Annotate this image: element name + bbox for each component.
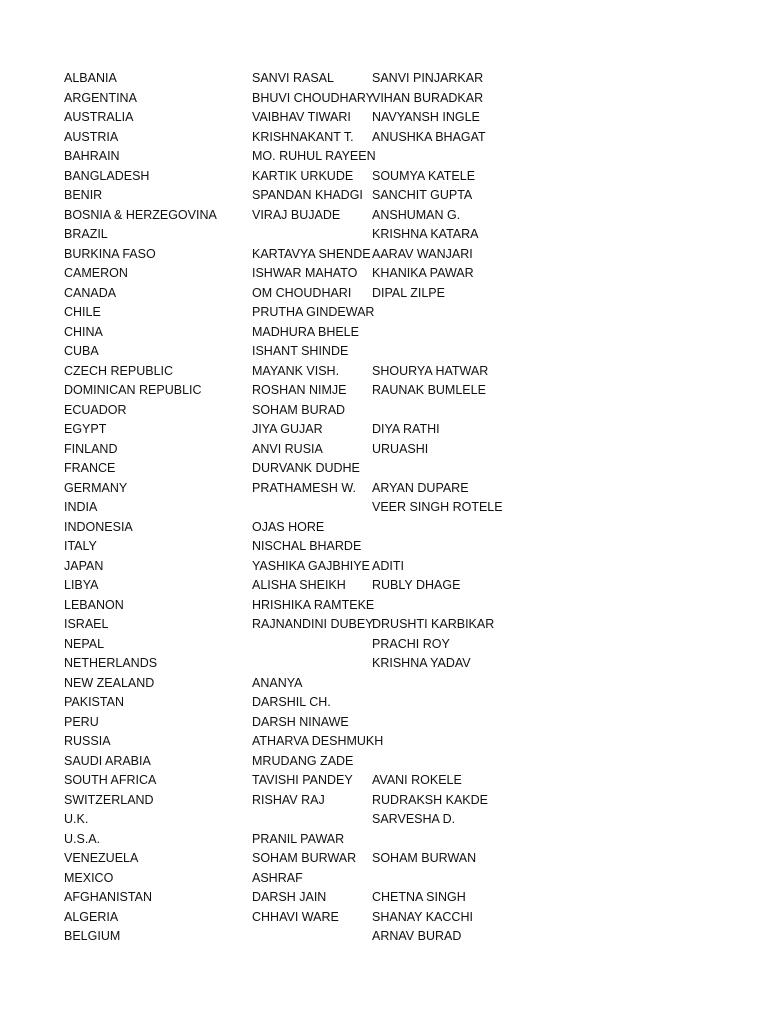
student-name-cell	[372, 459, 512, 479]
country-cell: BELGIUM	[64, 929, 121, 943]
student-name-cell	[372, 303, 512, 323]
student-name-cell	[252, 927, 369, 947]
table-row	[64, 596, 504, 616]
student-name-cell: KRISHNA YADAV	[372, 656, 471, 670]
student-name-cell: VAIBHAV TIWARI	[252, 110, 351, 124]
student-name-cell: URUASHI	[372, 441, 429, 456]
country-cell: CHILE	[64, 305, 101, 319]
country-cell: BURKINA FASO	[64, 246, 156, 261]
student-name-cell	[372, 674, 512, 694]
table-row	[64, 830, 504, 850]
table-row	[64, 654, 504, 674]
student-name-cell	[372, 752, 512, 772]
table-row	[64, 186, 504, 206]
student-name-cell: SARVESHA D.	[372, 812, 456, 826]
student-name-cell: MAYANK VISH.	[252, 363, 340, 378]
student-name-cell: SPANDAN KHADGI	[252, 188, 363, 202]
country-cell: BANGLADESH	[64, 168, 150, 183]
country-cell: NEW ZEALAND	[64, 675, 155, 690]
country-cell: RUSSIA	[64, 734, 111, 748]
table-row	[64, 615, 504, 635]
country-cell: VENEZUELA	[64, 851, 139, 865]
student-name-cell: DURVANK DUDHE	[252, 461, 360, 475]
student-name-cell: OJAS HORE	[252, 519, 325, 534]
student-name-cell: HRISHIKA RAMTEKE	[252, 597, 375, 612]
student-name-cell	[372, 693, 512, 713]
student-name-cell: SOHAM BURAD	[252, 402, 346, 417]
student-name-cell: ANVI RUSIA	[252, 441, 323, 456]
country-cell: CHINA	[64, 324, 103, 339]
country-cell: GERMANY	[64, 480, 128, 495]
student-name-cell: KRISHNA KATARA	[372, 227, 479, 241]
country-cell: NEPAL	[64, 636, 105, 651]
student-name-cell: SOHAM BURWAR	[252, 851, 357, 865]
student-name-cell: ARNAV BURAD	[372, 929, 462, 943]
country-cell: LEBANON	[64, 597, 124, 612]
student-name-cell: DARSH NINAWE	[252, 714, 349, 729]
student-name-cell	[252, 498, 369, 518]
country-cell: ALBANIA	[64, 71, 117, 85]
table-row	[64, 849, 504, 869]
student-name-cell: RAUNAK BUMLELE	[372, 383, 486, 397]
student-name-cell: DARSH JAIN	[252, 890, 327, 904]
student-name-cell: AVANI ROKELE	[372, 773, 462, 787]
country-cell: DOMINICAN REPUBLIC	[64, 383, 202, 397]
country-cell: BRAZIL	[64, 227, 108, 241]
table-row	[64, 128, 504, 148]
table-row	[64, 108, 504, 128]
country-cell: CZECH REPUBLIC	[64, 363, 174, 378]
student-name-cell	[372, 830, 512, 850]
student-name-cell: ASHRAF	[252, 870, 303, 885]
table-row	[64, 323, 504, 343]
table-row	[64, 674, 504, 694]
student-name-cell: VIHAN BURADKAR	[372, 90, 484, 105]
country-cell: MEXICO	[64, 870, 114, 885]
table-row	[64, 498, 504, 518]
student-name-cell: SOHAM BURWAN	[372, 851, 477, 865]
student-name-cell: PRANIL PAWAR	[252, 831, 345, 846]
country-cell: FINLAND	[64, 441, 118, 456]
student-name-cell: MO. RUHUL RAYEEN	[252, 149, 376, 163]
student-name-cell: SOUMYA KATELE	[372, 168, 476, 183]
country-cell: CANADA	[64, 285, 117, 300]
student-name-cell: VIRAJ BUJADE	[252, 207, 341, 222]
country-cell: SOUTH AFRICA	[64, 773, 157, 787]
student-name-cell: PRACHI ROY	[372, 636, 450, 651]
country-cell: SWITZERLAND	[64, 792, 154, 807]
country-cell: AFGHANISTAN	[64, 890, 152, 904]
country-cell: FRANCE	[64, 461, 116, 475]
student-name-cell: KHANIKA PAWAR	[372, 266, 474, 280]
country-cell: PAKISTAN	[64, 695, 124, 709]
table-row	[64, 69, 504, 89]
student-name-cell: CHHAVI WARE	[252, 909, 339, 924]
student-name-cell	[252, 654, 369, 674]
table-row	[64, 752, 504, 772]
student-name-cell: MRUDANG ZADE	[252, 753, 354, 768]
student-name-cell: ARYAN DUPARE	[372, 480, 469, 495]
student-name-cell: TAVISHI PANDEY	[252, 773, 353, 787]
student-name-cell: RAJNANDINI DUBEY	[252, 617, 374, 631]
table-row	[64, 888, 504, 908]
table-row	[64, 771, 504, 791]
student-name-cell: ANANYA	[252, 675, 303, 690]
table-row	[64, 732, 504, 752]
country-cell: ARGENTINA	[64, 90, 137, 105]
student-name-cell	[252, 635, 369, 655]
student-name-cell: SANVI PINJARKAR	[372, 71, 484, 85]
table-row	[64, 440, 504, 460]
student-name-cell	[372, 401, 512, 421]
student-name-cell: DIYA RATHI	[372, 422, 440, 436]
table-row	[64, 459, 504, 479]
country-cell: AUSTRIA	[64, 129, 119, 144]
table-row	[64, 264, 504, 284]
student-name-cell: RISHAV RAJ	[252, 792, 325, 807]
table-row	[64, 557, 504, 577]
country-cell: EGYPT	[64, 422, 107, 436]
student-name-cell: ADITI	[372, 558, 404, 573]
table-row	[64, 303, 504, 323]
student-name-cell: RUDRAKSH KAKDE	[372, 792, 488, 807]
student-name-cell: ROSHAN NIMJE	[252, 383, 347, 397]
student-name-cell: OM CHOUDHARI	[252, 285, 352, 300]
country-cell: ALGERIA	[64, 909, 119, 924]
country-cell: SAUDI ARABIA	[64, 753, 151, 768]
student-name-cell: RUBLY DHAGE	[372, 578, 461, 592]
student-name-cell	[372, 596, 512, 616]
student-name-cell	[252, 810, 369, 830]
country-cell: PERU	[64, 714, 99, 729]
country-cell: INDIA	[64, 500, 98, 514]
country-cell: CAMERON	[64, 266, 128, 280]
country-assignment-sheet	[64, 69, 504, 947]
student-name-cell: ANSHUMAN G.	[372, 207, 461, 222]
student-name-cell	[372, 713, 512, 733]
student-name-cell: KRISHNAKANT T.	[252, 129, 354, 144]
student-name-cell	[372, 518, 512, 538]
table-row	[64, 284, 504, 304]
student-name-cell	[372, 537, 512, 557]
student-name-cell	[372, 147, 512, 167]
country-cell: LIBYA	[64, 578, 99, 592]
country-cell: U.S.A.	[64, 831, 101, 846]
country-cell: NETHERLANDS	[64, 656, 158, 670]
table-row	[64, 206, 504, 226]
country-cell: ITALY	[64, 539, 97, 553]
country-cell: ECUADOR	[64, 402, 127, 417]
table-row	[64, 537, 504, 557]
student-name-cell: JIYA GUJAR	[252, 422, 323, 436]
table-row	[64, 342, 504, 362]
student-name-cell: DRUSHTI KARBIKAR	[372, 617, 495, 631]
table-row	[64, 401, 504, 421]
table-row	[64, 245, 504, 265]
country-cell: BAHRAIN	[64, 149, 120, 163]
student-name-cell: NISCHAL BHARDE	[252, 539, 362, 553]
student-name-cell: ISHANT SHINDE	[252, 344, 349, 358]
student-name-cell: SHOURYA HATWAR	[372, 363, 489, 378]
table-row	[64, 147, 504, 167]
student-name-cell	[372, 732, 512, 752]
table-row	[64, 479, 504, 499]
student-name-cell: BHUVI CHOUDHARY	[252, 90, 375, 105]
country-cell: INDONESIA	[64, 519, 133, 534]
student-name-cell: ALISHA SHEIKH	[252, 578, 346, 592]
student-name-cell: DARSHIL CH.	[252, 695, 331, 709]
student-name-cell: DIPAL ZILPE	[372, 285, 445, 300]
country-cell: ISRAEL	[64, 617, 109, 631]
country-cell: CUBA	[64, 344, 99, 358]
student-name-cell: SANVI RASAL	[252, 71, 334, 85]
country-cell: BOSNIA & HERZEGOVINA	[64, 207, 217, 222]
student-name-cell: KARTAVYA SHENDE	[252, 246, 371, 261]
student-name-cell: YASHIKA GAJBHIYE	[252, 558, 370, 573]
table-row	[64, 89, 504, 109]
table-row	[64, 420, 504, 440]
table-row	[64, 381, 504, 401]
student-name-cell	[252, 225, 369, 245]
table-row	[64, 635, 504, 655]
country-cell: BENIR	[64, 188, 103, 202]
student-name-cell	[372, 869, 512, 889]
student-name-cell: KARTIK URKUDE	[252, 168, 354, 183]
table-row	[64, 791, 504, 811]
student-name-cell: ISHWAR MAHATO	[252, 266, 358, 280]
student-name-cell	[372, 323, 512, 343]
table-row	[64, 693, 504, 713]
table-row	[64, 167, 504, 187]
table-row	[64, 927, 504, 947]
country-cell: JAPAN	[64, 558, 104, 573]
country-cell: U.K.	[64, 812, 89, 826]
student-name-cell: AARAV WANJARI	[372, 246, 473, 261]
student-name-cell: PRUTHA GINDEWAR	[252, 305, 375, 319]
table-row	[64, 362, 504, 382]
student-name-cell: VEER SINGH ROTELE	[372, 500, 503, 514]
table-row	[64, 576, 504, 596]
table-row	[64, 810, 504, 830]
table-row	[64, 713, 504, 733]
student-name-cell: MADHURA BHELE	[252, 324, 359, 339]
student-name-cell: SANCHIT GUPTA	[372, 188, 473, 202]
country-cell: AUSTRALIA	[64, 110, 134, 124]
table-row	[64, 869, 504, 889]
student-name-cell: ATHARVA DESHMUKH	[252, 734, 384, 748]
student-name-cell: PRATHAMESH W.	[252, 480, 356, 495]
student-name-cell	[372, 342, 512, 362]
table-row	[64, 908, 504, 928]
table-row	[64, 518, 504, 538]
table-row	[64, 225, 504, 245]
student-name-cell: SHANAY KACCHI	[372, 909, 473, 924]
student-name-cell: ANUSHKA BHAGAT	[372, 129, 486, 144]
student-name-cell: CHETNA SINGH	[372, 890, 466, 904]
student-name-cell: NAVYANSH INGLE	[372, 110, 480, 124]
